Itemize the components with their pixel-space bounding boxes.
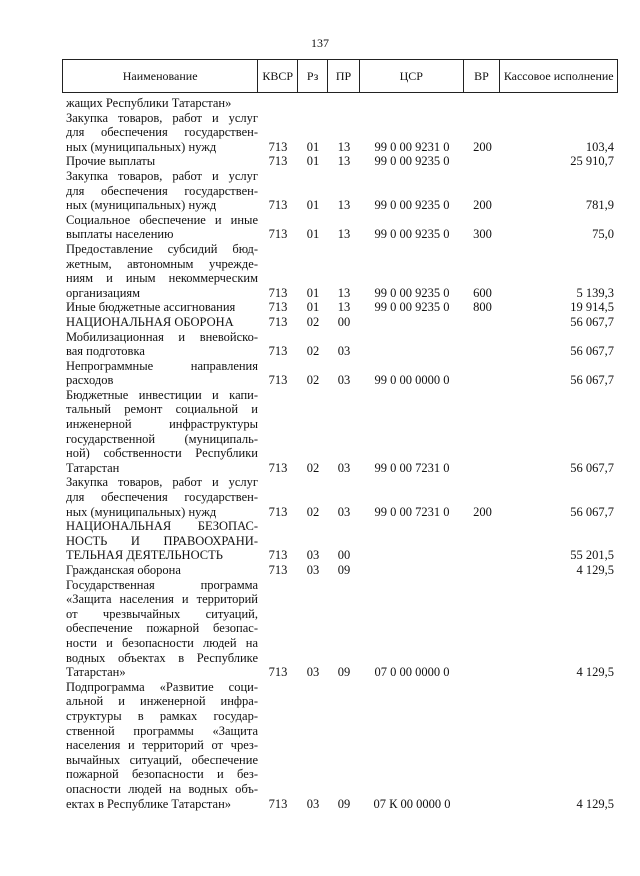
row-name-line: Татарстан <box>66 460 120 475</box>
table-row <box>66 242 618 300</box>
row-rz: 03 <box>306 563 320 577</box>
row-name <box>66 475 258 519</box>
row-name-line: от чрезвычайных ситуаций, <box>66 606 258 621</box>
table-row <box>66 519 618 563</box>
row-name-line: Закупка товаров, работ и услуг <box>66 475 258 490</box>
row-name-line: Подпрограмма «Развитие соци- <box>66 679 258 694</box>
row-pr: 13 <box>337 300 351 315</box>
row-name-line: организациям <box>66 285 141 300</box>
row-name-line: ных (муниципальных) нужд <box>66 504 217 519</box>
row-vr: 600 <box>473 285 492 300</box>
row-kvsr: 713 <box>268 198 288 213</box>
row-rz: 01 <box>306 285 320 300</box>
row-name-line: Закупка товаров, работ и услуг <box>66 168 258 183</box>
row-sum: 56 067,7 <box>570 344 614 359</box>
table-row <box>66 154 618 169</box>
row-name-line: Бюджетные инвестиции и капи- <box>66 387 258 402</box>
row-name-line: ТЕЛЬНАЯ ДЕЯТЕЛЬНОСТЬ <box>66 548 223 563</box>
row-kvsr: 713 <box>268 285 288 300</box>
row-name <box>66 300 258 315</box>
row-pr: 13 <box>337 154 351 169</box>
row-name-line: населения и территорий от чрез- <box>66 738 258 753</box>
row-name-line: Предоставление субсидий бюд- <box>66 241 258 256</box>
row-name-line: Гражданская оборона <box>66 563 181 577</box>
row-name-line: для обеспечения государствен- <box>66 125 258 140</box>
row-pr: 00 <box>337 314 351 329</box>
row-pr: 03 <box>337 460 351 475</box>
row-rz: 03 <box>306 665 320 680</box>
row-csr: 99 0 00 7231 0 <box>374 460 450 475</box>
row-name-line: обеспечение пожарной безопас- <box>66 621 258 636</box>
row-pr: 03 <box>337 373 351 388</box>
row-name-line: ной) собственности Республики <box>66 446 258 461</box>
row-name-line: «Защита населения и территорий <box>66 592 258 607</box>
row-kvsr: 713 <box>268 460 288 475</box>
row-name-line: государственной (муниципаль- <box>66 431 258 446</box>
row-name-line: ектах в Республике Татарстан» <box>66 796 232 811</box>
row-name <box>66 242 258 300</box>
row-kvsr: 713 <box>268 314 288 329</box>
row-sum: 25 910,7 <box>570 154 614 169</box>
row-name <box>66 154 258 169</box>
row-name-line: Государственная программа <box>66 577 258 592</box>
row-csr: 99 0 00 9235 0 <box>374 300 450 315</box>
row-kvsr: 713 <box>268 344 288 359</box>
row-csr: 99 0 00 9235 0 <box>374 227 450 242</box>
header-rz: Рз <box>298 60 328 92</box>
table-row <box>66 111 618 155</box>
row-pr: 13 <box>337 227 351 242</box>
row-rz: 02 <box>306 344 320 359</box>
row-kvsr: 713 <box>268 300 288 315</box>
table-row <box>66 563 618 578</box>
row-name-line: инженерной инфраструктуры <box>66 417 258 432</box>
table-row <box>66 330 618 359</box>
row-name-line: Закупка товаров, работ и услуг <box>66 110 258 125</box>
table-row <box>66 315 618 330</box>
row-name <box>66 169 258 213</box>
row-name <box>66 330 258 359</box>
row-kvsr: 713 <box>268 796 288 811</box>
row-rz: 02 <box>306 314 320 329</box>
header-name: Наименование <box>63 60 258 92</box>
row-name-line: для обеспечения государствен- <box>66 490 258 505</box>
row-csr: 99 0 00 9231 0 <box>374 139 450 154</box>
table-row <box>66 359 618 388</box>
row-sum: 75,0 <box>592 227 614 242</box>
row-sum: 19 914,5 <box>570 300 614 315</box>
row-csr: 99 0 00 9235 0 <box>374 154 450 169</box>
row-sum: 56 067,7 <box>570 373 614 388</box>
row-pr: 09 <box>337 796 351 811</box>
table-header <box>62 59 618 93</box>
row-name <box>66 388 258 476</box>
row-sum: 4 129,5 <box>576 665 614 680</box>
row-name-line: Татарстан» <box>66 665 126 680</box>
row-name-line: Мобилизационная и вневойско- <box>66 329 258 344</box>
row-name-line: расходов <box>66 373 114 388</box>
table-body <box>66 96 618 811</box>
row-kvsr: 713 <box>268 373 288 388</box>
row-name <box>66 680 258 811</box>
table-row <box>66 475 618 519</box>
row-pr: 09 <box>337 665 351 680</box>
row-name-line: ности и безопасности людей на <box>66 635 258 650</box>
row-csr: 99 0 00 9235 0 <box>374 198 450 213</box>
row-name-line: НАЦИОНАЛЬНАЯ ОБОРОНА <box>66 314 234 329</box>
row-name-line: Непрограммные направления <box>66 358 258 373</box>
row-rz: 03 <box>306 796 320 811</box>
row-kvsr: 713 <box>268 665 288 680</box>
row-name <box>66 111 258 155</box>
row-name-line: ственной программы «Защита <box>66 723 258 738</box>
row-vr: 300 <box>473 227 492 242</box>
row-name-line: тальный ремонт социальной и <box>66 402 258 417</box>
table-row <box>66 578 618 680</box>
row-name-line: для обеспечения государствен- <box>66 183 258 198</box>
row-rz: 01 <box>306 139 320 154</box>
row-name <box>66 359 258 388</box>
row-kvsr: 713 <box>268 227 288 242</box>
row-vr: 200 <box>473 198 492 213</box>
header-pr: ПР <box>328 60 360 92</box>
row-name-line: Прочие выплаты <box>66 154 156 169</box>
row-sum: 56 067,7 <box>570 314 614 329</box>
row-rz: 03 <box>306 548 320 563</box>
row-name-line: жетным, автономным учрежде- <box>66 256 258 271</box>
row-name-line: опасности людей на водных объ- <box>66 781 258 796</box>
row-name <box>66 213 258 242</box>
row-pr: 13 <box>337 198 351 213</box>
header-csr: ЦСР <box>360 60 464 92</box>
row-csr: 07 0 00 0000 0 <box>374 665 450 680</box>
row-csr: 99 0 00 9235 0 <box>374 285 450 300</box>
row-pr: 13 <box>337 139 351 154</box>
row-kvsr: 713 <box>268 563 288 577</box>
row-csr: 07 К 00 0000 0 <box>373 796 451 811</box>
row-sum: 55 201,5 <box>570 548 614 563</box>
row-name-line: жащих Республики Татарстан» <box>66 96 232 110</box>
row-name-line: вычайных ситуаций, обеспечение <box>66 752 258 767</box>
table-row <box>66 213 618 242</box>
row-name-line: выплаты населению <box>66 227 174 242</box>
page-number: 137 <box>311 36 329 50</box>
table-row <box>66 96 618 111</box>
row-sum: 4 129,5 <box>576 796 614 811</box>
table-row <box>66 680 618 811</box>
row-name <box>66 519 258 563</box>
row-name-line: Социальное обеспечение и иные <box>66 212 258 227</box>
row-pr: 03 <box>337 344 351 359</box>
row-pr: 09 <box>337 563 351 577</box>
row-vr: 200 <box>473 139 492 154</box>
row-rz: 02 <box>306 504 320 519</box>
row-pr: 03 <box>337 504 351 519</box>
row-name-line: вая подготовка <box>66 344 145 359</box>
row-kvsr: 713 <box>268 548 288 563</box>
row-csr: 99 0 00 7231 0 <box>374 504 450 519</box>
row-kvsr: 713 <box>268 139 288 154</box>
row-name-line: структуры в рамках государ- <box>66 708 258 723</box>
row-rz: 01 <box>306 154 320 169</box>
row-sum: 103,4 <box>585 139 614 154</box>
row-sum: 4 129,5 <box>576 563 614 577</box>
header-vr: ВР <box>464 60 501 92</box>
row-vr: 200 <box>473 504 492 519</box>
row-name <box>66 315 258 330</box>
row-name-line: Иные бюджетные ассигнования <box>66 300 236 315</box>
row-rz: 02 <box>306 373 320 388</box>
table-row <box>66 388 618 476</box>
row-pr: 13 <box>337 285 351 300</box>
row-rz: 01 <box>306 227 320 242</box>
row-rz: 01 <box>306 198 320 213</box>
row-kvsr: 713 <box>268 504 288 519</box>
row-sum: 781,9 <box>585 198 614 213</box>
header-sum: Кассовое исполнение <box>503 69 614 83</box>
row-name-line: ных (муниципальных) нужд <box>66 139 217 154</box>
row-name-line: ниям и иным некоммерческим <box>66 271 258 286</box>
row-sum: 5 139,3 <box>576 285 614 300</box>
row-name-line: водных объектах в Республике <box>66 650 258 665</box>
row-name-line: ных (муниципальных) нужд <box>66 198 217 213</box>
table-row <box>66 300 618 315</box>
row-csr: 99 0 00 0000 0 <box>374 373 450 388</box>
row-name-line: НОСТЬ И ПРАВООХРАНИ- <box>66 533 258 548</box>
row-name <box>66 578 258 680</box>
row-name <box>66 563 258 578</box>
row-name-line: пожарной безопасности и без- <box>66 767 258 782</box>
row-rz: 02 <box>306 460 320 475</box>
row-name-line: альной и инженерной инфра- <box>66 694 258 709</box>
header-kvsr: КВСР <box>258 60 298 92</box>
row-sum: 56 067,7 <box>570 460 614 475</box>
row-rz: 01 <box>306 300 320 315</box>
row-name <box>66 96 258 111</box>
row-kvsr: 713 <box>268 154 288 169</box>
row-vr: 800 <box>473 300 492 315</box>
row-pr: 00 <box>337 548 351 563</box>
row-name-line: НАЦИОНАЛЬНАЯ БЕЗОПАС- <box>66 519 258 534</box>
row-sum: 56 067,7 <box>570 504 614 519</box>
table-row <box>66 169 618 213</box>
